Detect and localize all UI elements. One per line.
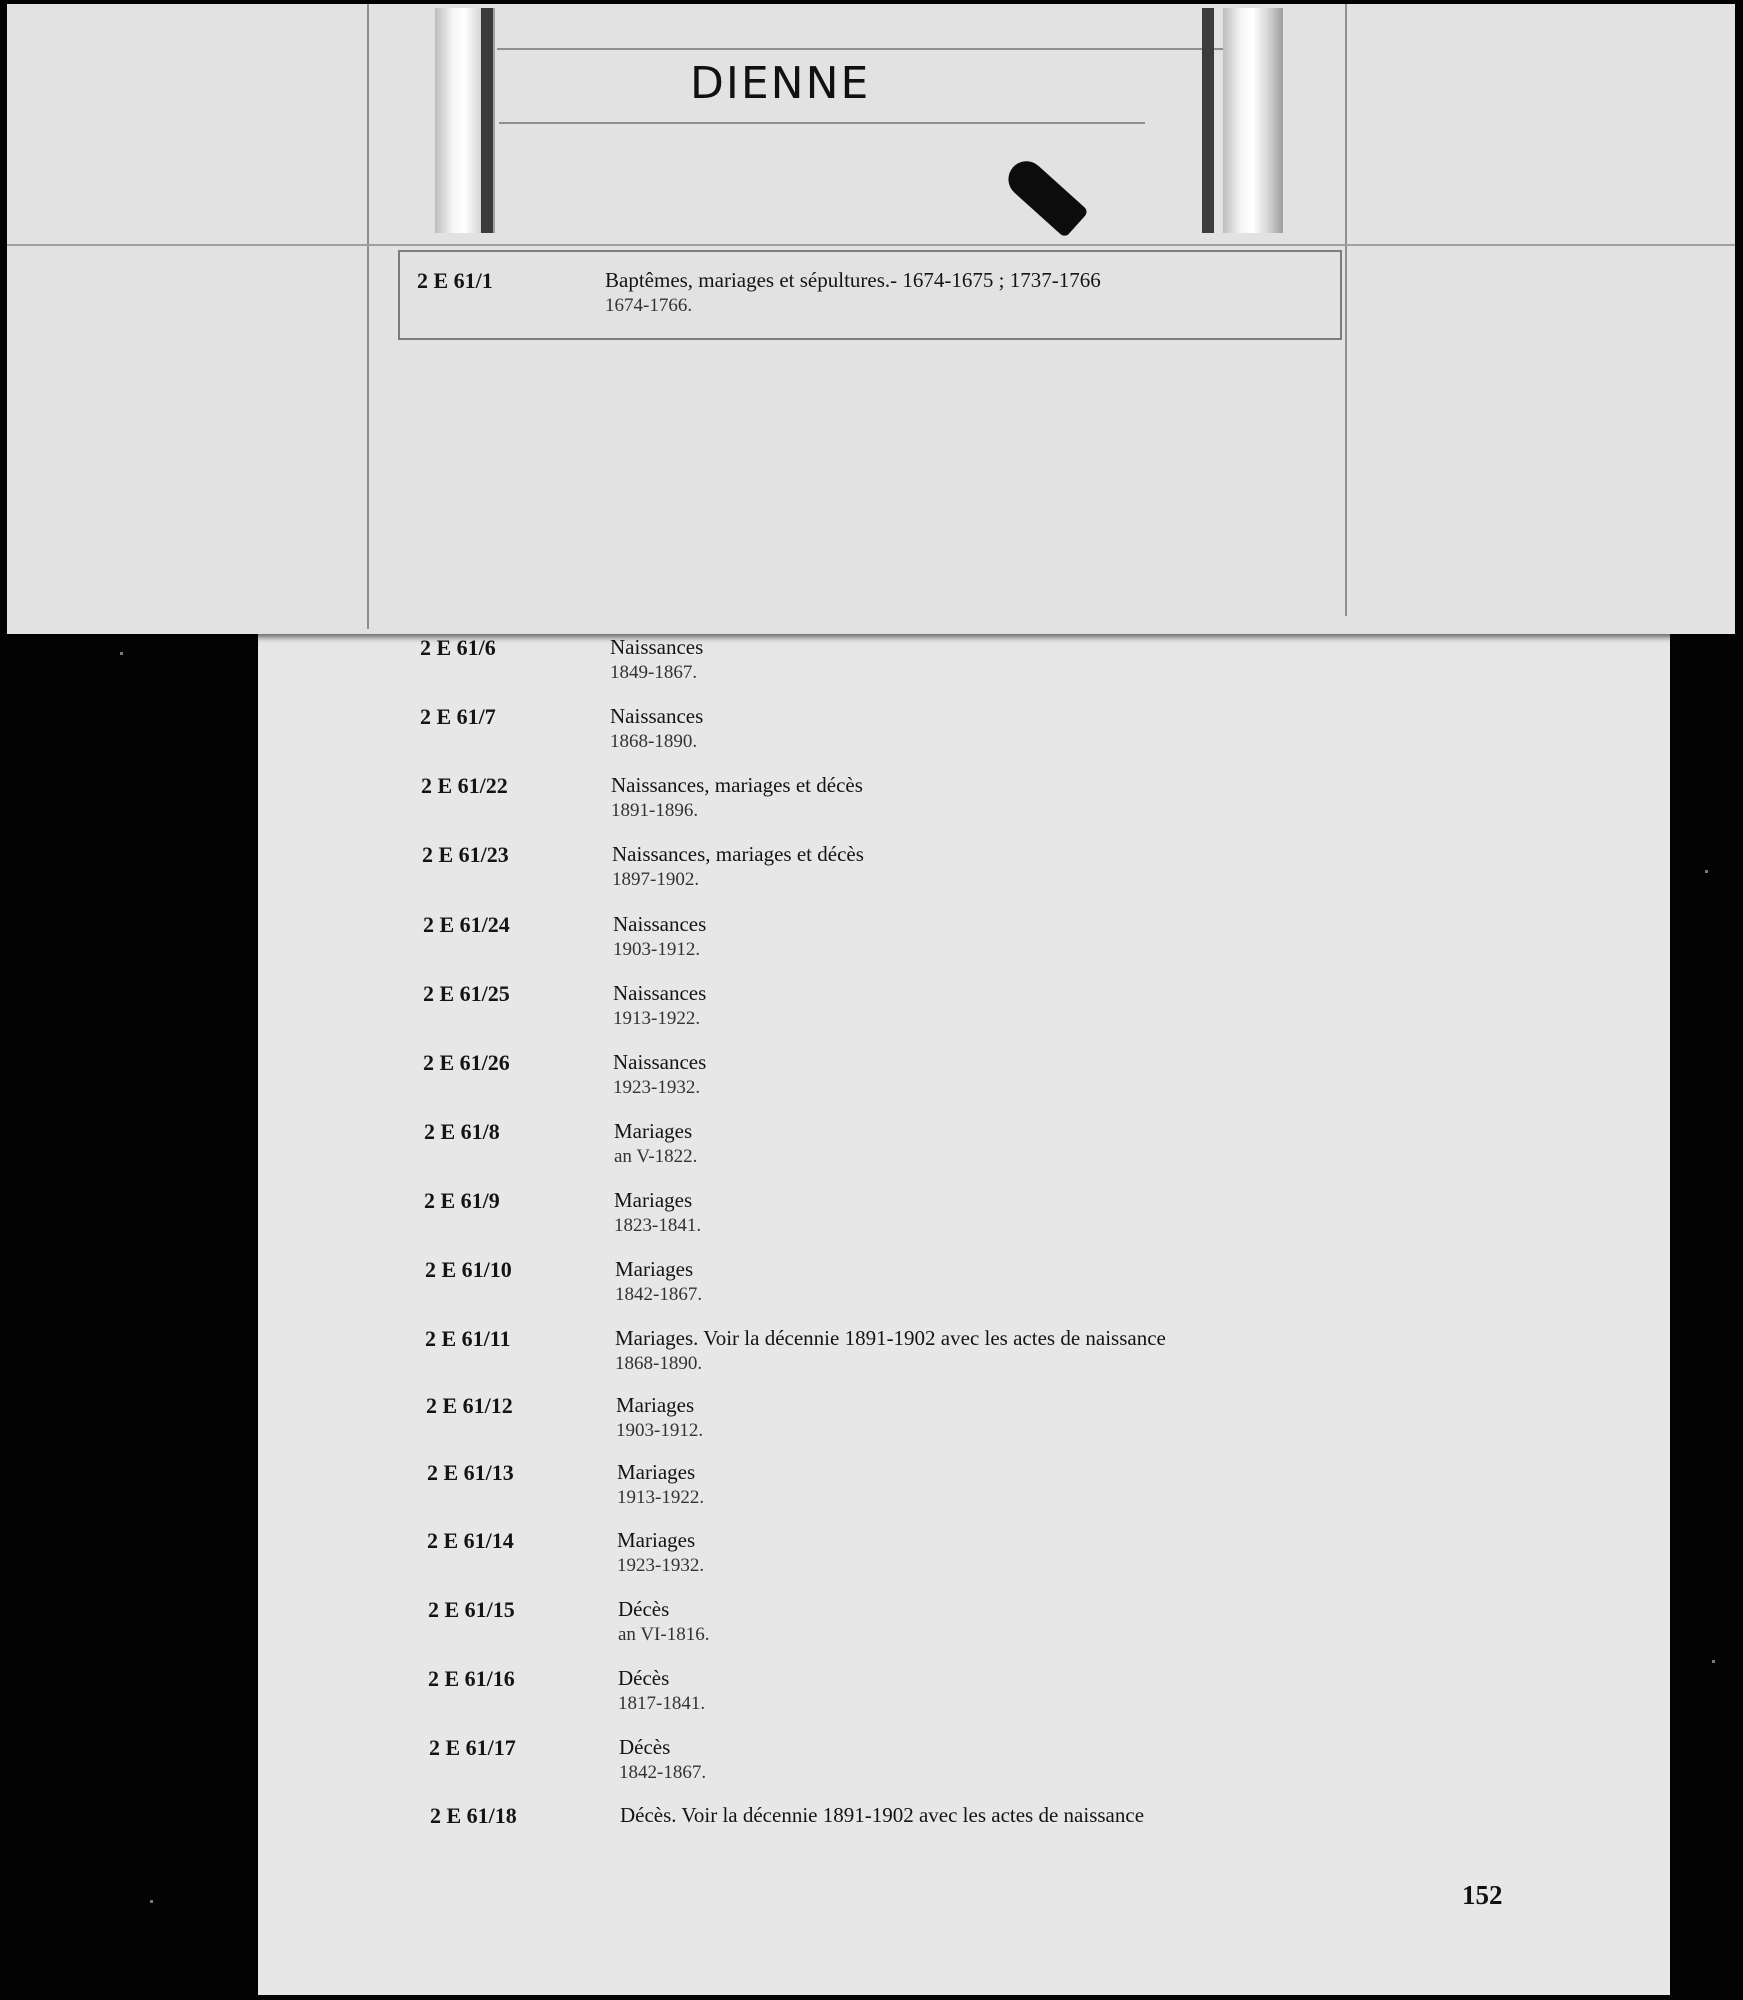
tape-edge-right <box>1202 8 1214 233</box>
entry-code: 2 E 61/9 <box>424 1188 500 1213</box>
entry-description: Naissances <box>613 981 707 1005</box>
entry-dates: 1674-1766. <box>605 295 693 316</box>
scan-speck <box>1712 1660 1715 1663</box>
entry-dates: 1913-1922. <box>613 1008 701 1029</box>
entry-dates: 1842-1867. <box>615 1284 703 1305</box>
entry-description: Naissances, mariages et décès <box>612 842 864 866</box>
entry-description: Décès. Voir la décennie 1891-1902 avec les actes de naissance <box>620 1803 1145 1827</box>
page-number: 152 <box>1462 1880 1503 1910</box>
entry-code: 2 E 61/11 <box>425 1326 511 1351</box>
tape-edge-left <box>481 8 493 233</box>
entry-description: Mariages <box>617 1528 696 1552</box>
register-page <box>258 600 1670 1995</box>
entry-dates: 1897-1902. <box>612 869 700 890</box>
entry-code: 2 E 61/17 <box>429 1735 516 1760</box>
entry-description: Mariages <box>614 1188 693 1212</box>
entry-dates: an V-1822. <box>614 1146 698 1167</box>
entry-description: Naissances, mariages et décès <box>611 773 863 797</box>
entry-code: 2 E 61/12 <box>426 1393 513 1418</box>
entry-code: 2 E 61/15 <box>428 1597 515 1622</box>
entry-code: 2 E 61/14 <box>427 1528 514 1553</box>
entry-dates: an VI-1816. <box>618 1624 710 1645</box>
entry-dates: 1868-1890. <box>610 731 698 752</box>
entry-dates: 1817-1841. <box>618 1693 706 1714</box>
entry-dates: 1868-1890. <box>615 1353 703 1374</box>
entry-description: Mariages <box>617 1460 696 1484</box>
entry-description: Naissances <box>610 635 704 659</box>
scan-speck <box>150 1900 153 1903</box>
entry-dates: 1891-1896. <box>611 800 699 821</box>
entry-code: 2 E 61/22 <box>421 773 508 798</box>
commune-title: DIENNE <box>690 58 871 109</box>
card-fold-line <box>7 244 1735 246</box>
entry-description: Naissances <box>613 1050 707 1074</box>
entry-dates: 1823-1841. <box>614 1215 702 1236</box>
entry-dates: 1903-1912. <box>616 1420 704 1441</box>
scan-speck <box>1705 870 1708 873</box>
entry-dates: 1842-1867. <box>619 1762 707 1783</box>
scan-speck <box>120 652 123 655</box>
entry-code: 2 E 61/25 <box>423 981 510 1006</box>
entry-code: 2 E 61/1 <box>417 268 493 293</box>
entry-code: 2 E 61/13 <box>427 1460 514 1485</box>
entry-code: 2 E 61/7 <box>420 704 496 729</box>
entry-code: 2 E 61/26 <box>423 1050 510 1075</box>
entry-description: Décès <box>619 1735 671 1759</box>
entry-code: 2 E 61/18 <box>430 1803 517 1828</box>
entry-description: Décès <box>618 1597 670 1621</box>
entry-code: 2 E 61/23 <box>422 842 509 867</box>
entry-description: Décès <box>618 1666 670 1690</box>
entry-dates: 1903-1912. <box>613 939 701 960</box>
entry-dates: 1913-1922. <box>617 1487 705 1508</box>
first-entry-box <box>398 250 1342 340</box>
entry-description: Mariages <box>615 1257 694 1281</box>
title-top-rule <box>497 48 1227 50</box>
entry-code: 2 E 61/10 <box>425 1257 512 1282</box>
card-left-rule <box>367 4 369 629</box>
card-right-rule <box>1345 4 1347 616</box>
entry-dates: 1849-1867. <box>610 662 698 683</box>
entry-code: 2 E 61/6 <box>420 635 496 660</box>
entry-description: Naissances <box>610 704 704 728</box>
entry-description: Naissances <box>613 912 707 936</box>
entry-code: 2 E 61/16 <box>428 1666 515 1691</box>
entry-dates: 1923-1932. <box>613 1077 701 1098</box>
entry-description: Mariages. Voir la décennie 1891-1902 avec les actes de naissance <box>615 1326 1166 1350</box>
tape-strip-right <box>1223 8 1283 233</box>
entry-dates: 1923-1932. <box>617 1555 705 1576</box>
title-bottom-rule <box>499 122 1145 124</box>
entry-code: 2 E 61/24 <box>423 912 510 937</box>
entry-description: Mariages <box>614 1119 693 1143</box>
entry-description: Baptêmes, mariages et sépultures.- 1674-1675 ; 1737-1766 <box>605 268 1101 292</box>
entry-code: 2 E 61/8 <box>424 1119 500 1144</box>
entry-description: Mariages <box>616 1393 695 1417</box>
